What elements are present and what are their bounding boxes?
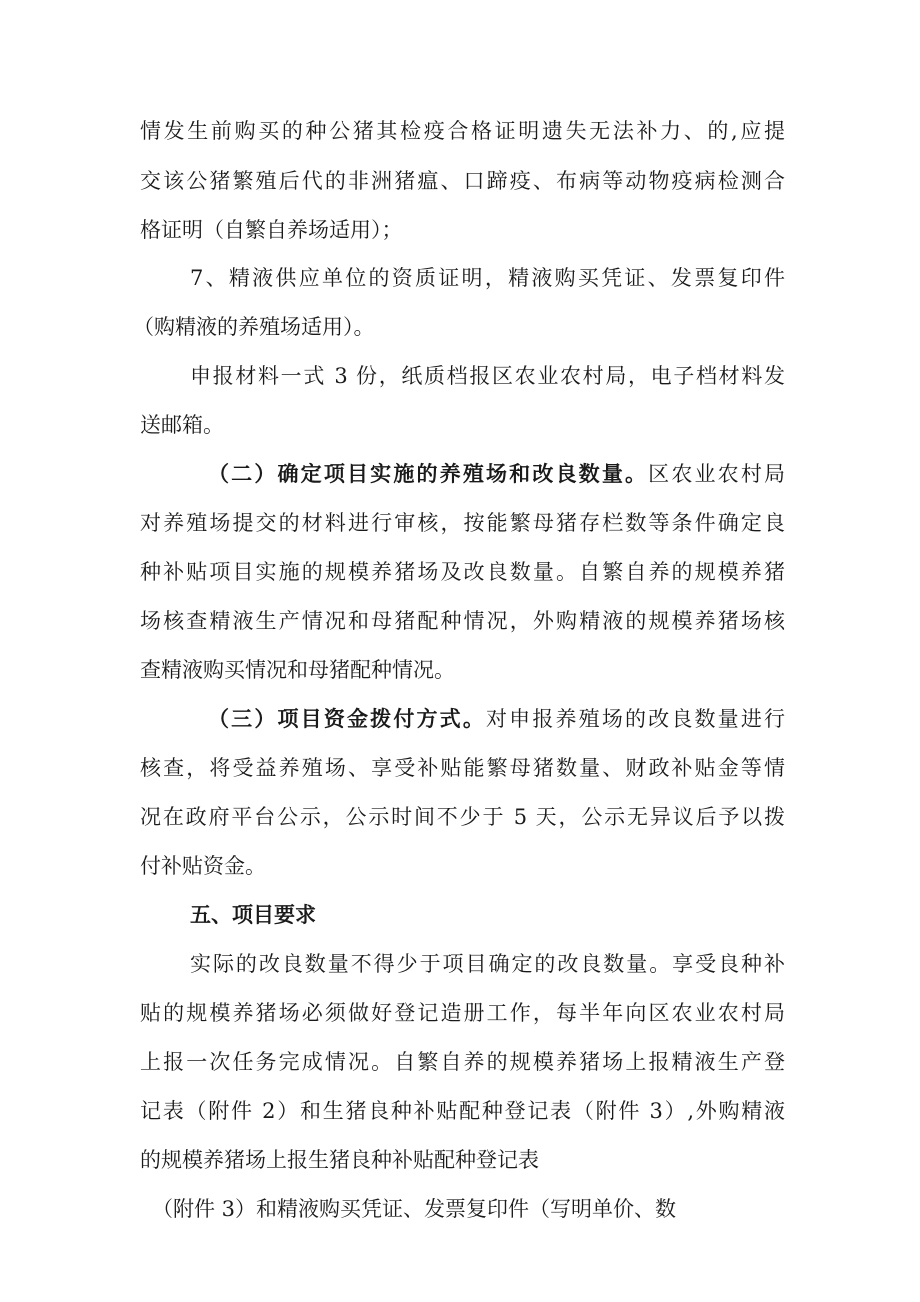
paragraph-line: 送邮箱。 bbox=[140, 413, 224, 437]
section-3-heading: （三）项目资金拨付方式。 bbox=[208, 706, 486, 731]
paragraph-line: 付补贴资金。 bbox=[140, 854, 266, 878]
section-2-first-line bbox=[208, 459, 785, 489]
paragraph-line: 查精液购买情况和母猪配种情况。 bbox=[140, 658, 455, 682]
section-2-text: 区农业农村局 bbox=[648, 462, 786, 486]
paragraph-line: 场核查精液生产情况和母猪配种情况，外购精液的规模养猪场核 bbox=[140, 609, 785, 633]
section-3-first-line bbox=[208, 704, 785, 734]
paragraph-line: 对养殖场提交的材料进行审核，按能繁母猪存栏数等条件确定良 bbox=[140, 511, 785, 535]
section-3-text: 对申报养殖场的改良数量进行 bbox=[486, 707, 785, 731]
paragraph-line: 交该公猪繁殖后代的非洲猪瘟、口蹄疫、布病等动物疫病检测合 bbox=[140, 169, 785, 193]
paragraph-line: 上报一次任务完成情况。自繁自养的规模养猪场上报精液生产登 bbox=[140, 1050, 785, 1074]
paragraph-line: 格证明（自繁自养场适用）； bbox=[140, 218, 403, 242]
paragraph-line: 核查，将受益养殖场、享受补贴能繁母猪数量、财政补贴金等情 bbox=[140, 756, 785, 780]
paragraph-line: 种补贴项目实施的规模养猪场及改良数量。自繁自养的规模养猪 bbox=[140, 560, 785, 584]
paragraph-line: 贴的规模养猪场必须做好登记造册工作，每半年向区农业农村局 bbox=[140, 1001, 785, 1025]
section-5-heading: 五、项目要求 bbox=[190, 902, 316, 927]
paragraph-line: 申报材料一式 3 份，纸质档报区农业农村局，电子档材料发 bbox=[190, 364, 785, 388]
paragraph-line: 的规模养猪场上报生猪良种补贴配种登记表 bbox=[140, 1148, 539, 1172]
paragraph-line: （附件 3）和精液购买凭证、发票复印件（写明单价、数 bbox=[152, 1197, 677, 1221]
paragraph-line: 实际的改良数量不得少于项目确定的改良数量。享受良种补 bbox=[190, 952, 785, 976]
paragraph-line: 7、精液供应单位的资质证明，精液购买凭证、发票复印件 bbox=[190, 266, 785, 290]
section-2-heading: （二）确定项目实施的养殖场和改良数量。 bbox=[208, 461, 649, 486]
paragraph-line: 况在政府平台公示，公示时间不少于 5 天，公示无异议后予以拨 bbox=[140, 805, 785, 829]
paragraph-line: （购精液的养殖场适用）。 bbox=[133, 315, 375, 339]
paragraph-line: 记表（附件 2）和生猪良种补贴配种登记表（附件 3）,外购精液 bbox=[140, 1099, 785, 1123]
paragraph-line: 情发生前购买的种公猪其检疫合格证明遗失无法补力、的,应提 bbox=[140, 119, 785, 143]
